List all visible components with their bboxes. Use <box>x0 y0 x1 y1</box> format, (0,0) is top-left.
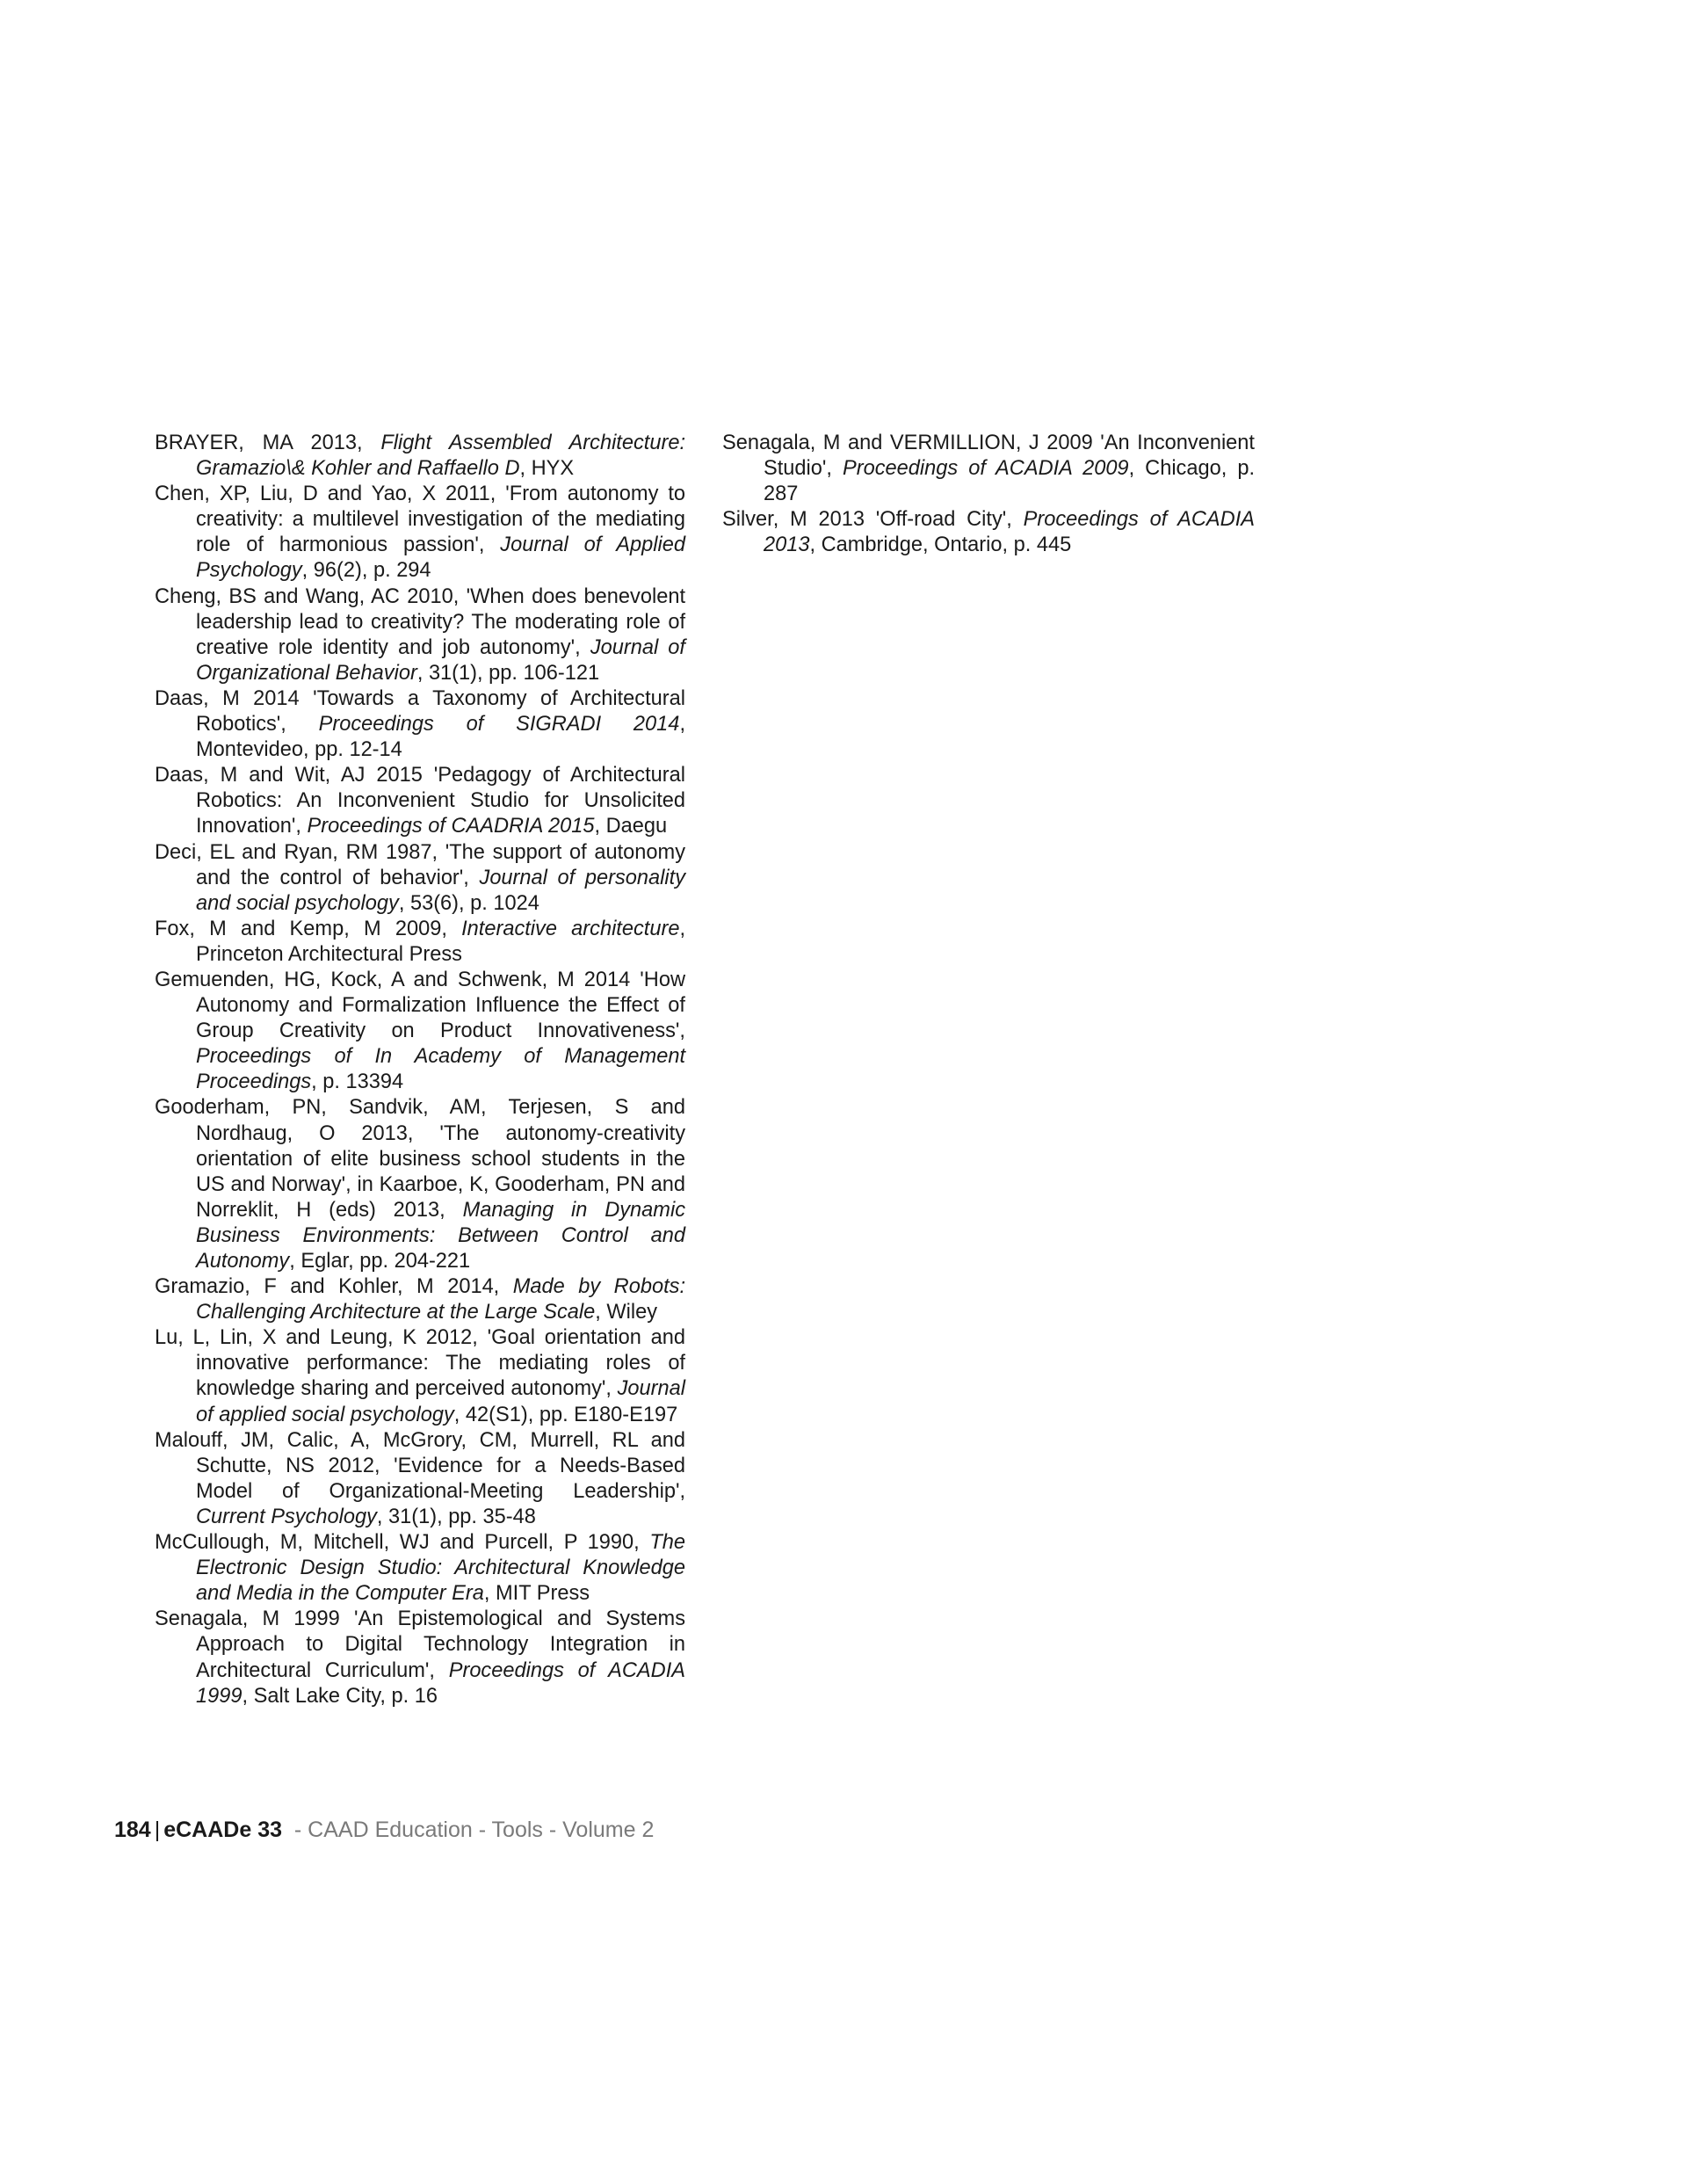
reference-entry: Gooderham, PN, Sandvik, AM, Terjesen, S and Nordhaug, O 2013, 'The autonomy-creativity orientation of elite business school students in the US and Norway', in Kaarboe, K, Gooderham, PN and Norreklit, H (eds) 2013, Managing in Dynamic Business Environments: Between Control and Autonomy, Eglar, pp. 204-221 <box>155 1096 685 1273</box>
references-column-right <box>722 431 1255 558</box>
references-column-left <box>155 431 685 1709</box>
page-footer <box>114 1817 654 1843</box>
reference-entry: Deci, EL and Ryan, RM 1987, 'The support of autonomy and the control of behavior', Journal of personality and social psychology, 53(6), p. 1024 <box>155 840 685 915</box>
reference-entry: Chen, XP, Liu, D and Yao, X 2011, 'From autonomy to creativity: a multilevel investigation of the mediating role of harmonious passion', Journal of Applied Psychology, 96(2), p. 294 <box>155 483 685 583</box>
reference-entry: Daas, M and Wit, AJ 2015 'Pedagogy of Architectural Robotics: An Inconvenient Studio for Unsolicited Innovation', Proceedings of CAADRIA 2015, Daegu <box>155 764 685 838</box>
reference-entry: Silver, M 2013 'Off-road City', Proceedings of ACADIA 2013, Cambridge, Ontario, p. 445 <box>722 508 1255 557</box>
conference-name: eCAADe 33 <box>163 1818 282 1842</box>
page-number: 184 <box>114 1818 151 1842</box>
reference-entry: Senagala, M and VERMILLION, J 2009 'An Inconvenient Studio', Proceedings of ACADIA 2009, Chicago, p. 287 <box>722 432 1255 506</box>
section-title: - CAAD Education - Tools - Volume 2 <box>293 1818 655 1842</box>
footer-separator: | <box>154 1818 161 1842</box>
reference-entry: Gramazio, F and Kohler, M 2014, Made by Robots: Challenging Architecture at the Large Scale, Wiley <box>155 1275 685 1324</box>
reference-entry: Cheng, BS and Wang, AC 2010, 'When does benevolent leadership lead to creativity? The moderating role of creative role identity and job autonomy', Journal of Organizational Behavior, 31(1), pp. 106-121 <box>155 584 685 685</box>
reference-entry: BRAYER, MA 2013, Flight Assembled Architecture: Gramazio\& Kohler and Raffaello D, HYX <box>155 432 685 481</box>
reference-entry: Senagala, M 1999 'An Epistemological and Systems Approach to Digital Technology Integration in Architectural Curriculum', Proceedings of ACADIA 1999, Salt Lake City, p. 16 <box>155 1607 685 1708</box>
reference-entry: Gemuenden, HG, Kock, A and Schwenk, M 2014 'How Autonomy and Formalization Influence the Effect of Group Creativity on Product Innovativeness', Proceedings of In Academy of Management Proceedings, p. 13394 <box>155 968 685 1094</box>
reference-entry: Malouff, JM, Calic, A, McGrory, CM, Murrell, RL and Schutte, NS 2012, 'Evidence for a Needs-Based Model of Organizational-Meeting Leadership', Current Psychology, 31(1), pp. 35-48 <box>155 1428 685 1528</box>
reference-entry: Fox, M and Kemp, M 2009, Interactive architecture, Princeton Architectural Press <box>155 917 686 966</box>
reference-entry: Lu, L, Lin, X and Leung, K 2012, 'Goal orientation and innovative performance: The mediating roles of knowledge sharing and perceived autonomy', Journal of applied social psychology, 42(S1), pp. E180-E197 <box>155 1326 685 1426</box>
reference-entry: Daas, M 2014 'Towards a Taxonomy of Architectural Robotics', Proceedings of SIGRADI 2014, Montevideo, pp. 12-14 <box>155 686 685 762</box>
reference-entry: McCullough, M, Mitchell, WJ and Purcell, P 1990, The Electronic Design Studio: Architectural Knowledge and Media in the Computer Era, MIT Press <box>155 1531 685 1606</box>
